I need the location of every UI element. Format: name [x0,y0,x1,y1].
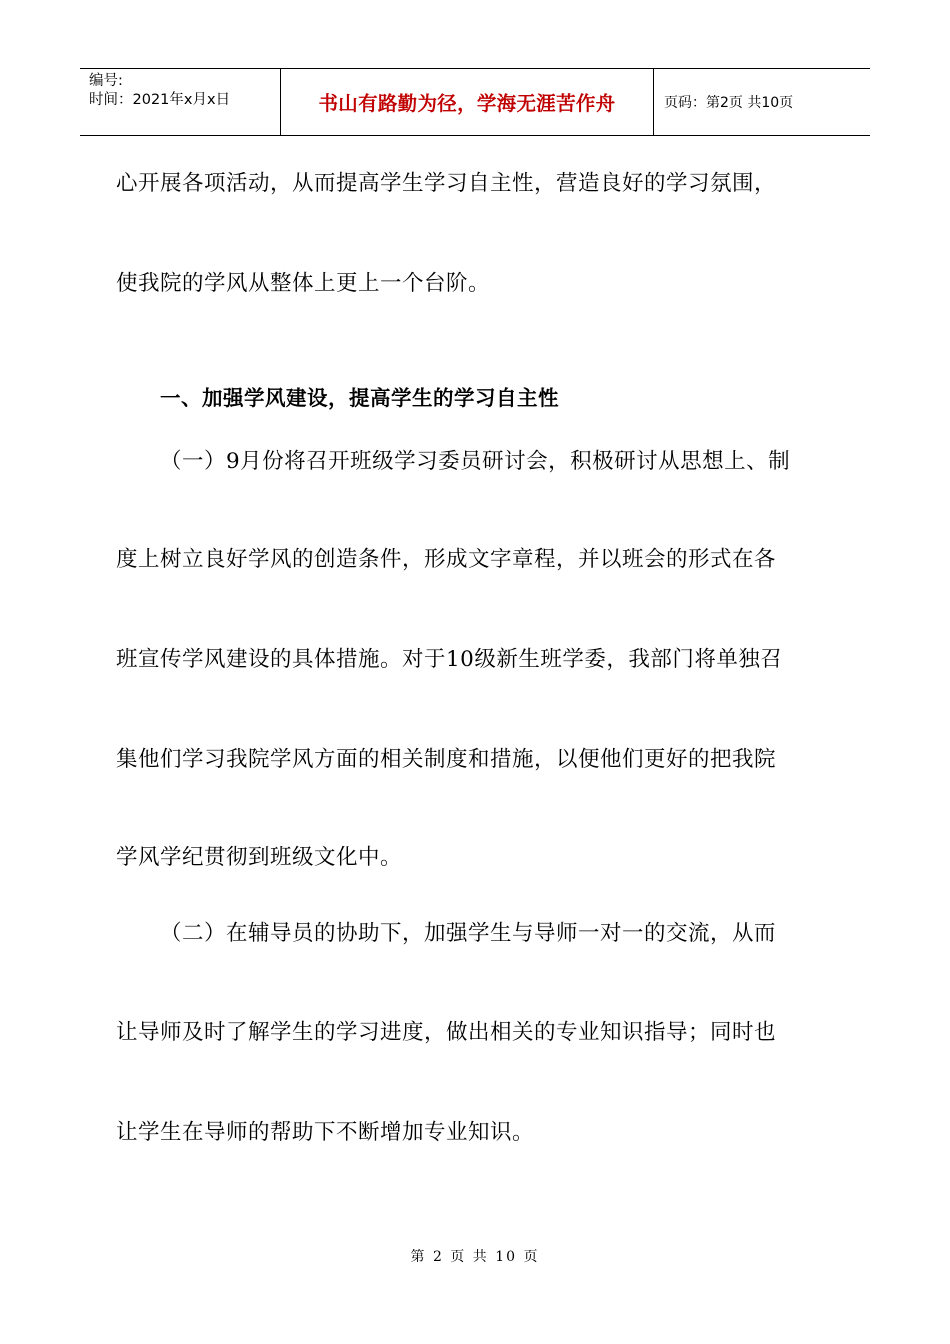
page-footer: 第 2 页 共 10 页 [410,1249,540,1265]
body-line: 心开展各项活动，从而提高学生学习自主性，营造良好的学习氛围， [116,171,777,196]
number-label: 编号: [89,73,123,89]
date-label: 时间：2021年x月x日 [89,92,231,108]
header-meta [80,69,281,135]
body-line: 让导师及时了解学生的学习进度，做出相关的专业知识指导；同时也 [116,1020,777,1045]
body-line: （二）在辅导员的协助下，加强学生与导师一对一的交流，从而 [160,921,777,946]
header-page-info: 页码：第2页 共10页 [664,95,794,111]
body-line: 使我院的学风从整体上更上一个台阶。 [116,271,491,296]
page-header [80,68,870,136]
section-heading: 一、加强学风建设，提高学生的学习自主性 [160,386,559,410]
body-line: 集他们学习我院学风方面的相关制度和措施，以便他们更好的把我院 [116,747,777,772]
body-line: 班宣传学风建设的具体措施。对于10级新生班学委，我部门将单独召 [116,647,783,672]
body-line: （一）9月份将召开班级学习委员研讨会，积极研讨从思想上、制 [160,449,791,474]
body-line: 度上树立良好学风的创造条件，形成文字章程，并以班会的形式在各 [116,547,777,572]
body-line: 学风学纪贯彻到班级文化中。 [116,845,403,870]
body-line: 让学生在导师的帮助下不断增加专业知识。 [116,1120,535,1145]
header-motto: 书山有路勤为径，学海无涯苦作舟 [281,69,654,135]
